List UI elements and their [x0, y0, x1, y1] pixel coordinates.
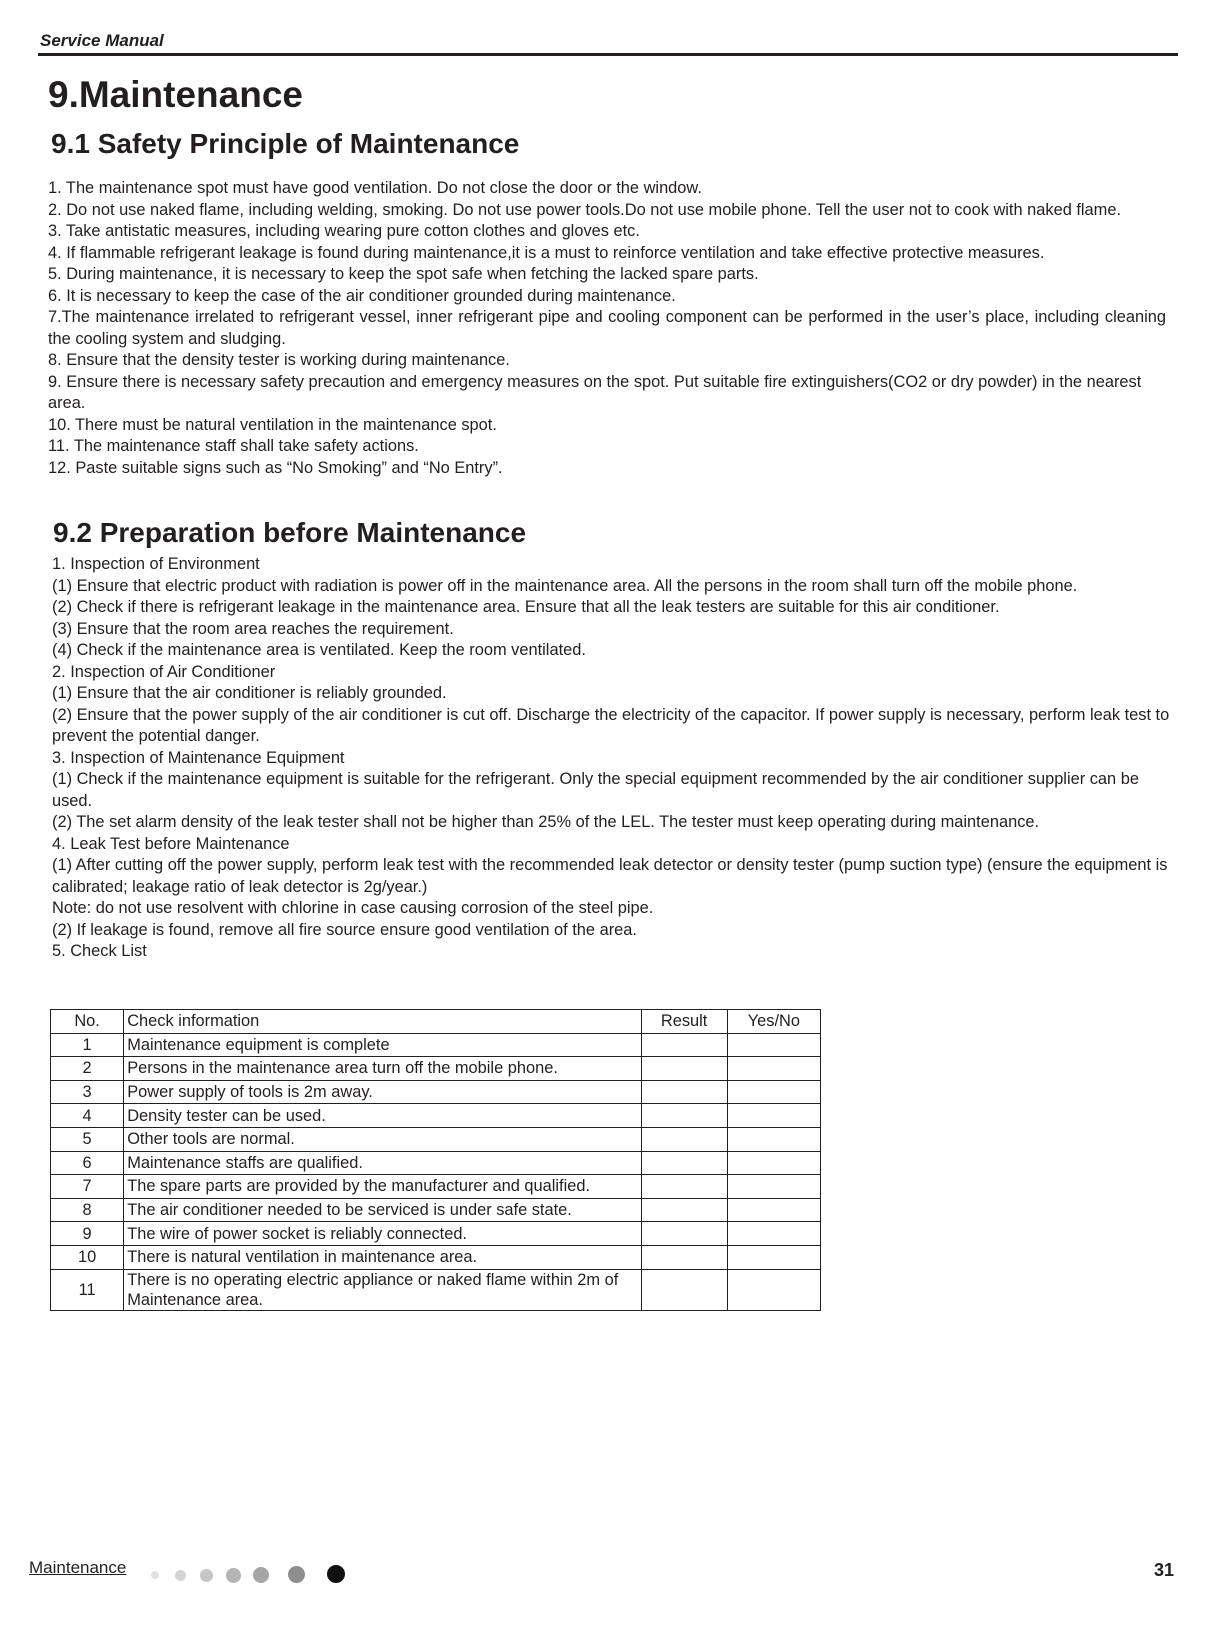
footer-dot-icon: [288, 1566, 305, 1583]
section-title-preparation: 9.2 Preparation before Maintenance: [53, 517, 527, 548]
row-number: 7: [51, 1175, 124, 1199]
footer-label: Maintenance: [29, 1558, 127, 1577]
row-number: 6: [51, 1151, 124, 1175]
table-row: [51, 1057, 821, 1081]
row-number: 8: [51, 1198, 124, 1222]
table-row: [51, 1269, 821, 1310]
preparation-line: 4. Leak Test before Maintenance: [52, 834, 290, 853]
preparation-line: (2) Check if there is refrigerant leakage in the maintenance area. Ensure that all the leak testers are suitable for this air conditioner.: [52, 598, 1000, 616]
row-result-cell: [641, 1057, 727, 1081]
footer-dot-icon: [327, 1565, 345, 1583]
safety-item: 6. It is necessary to keep the case of the air conditioner grounded during maintenance.: [48, 286, 676, 305]
row-result-cell: [641, 1198, 727, 1222]
footer-dot-icon: [151, 1571, 159, 1579]
preparation-line: (2) The set alarm density of the leak tester shall not be higher than 25% of the LEL. The tester must keep operating during maintenance.: [52, 813, 1040, 831]
chapter-title: 9.Maintenance: [48, 74, 303, 115]
table-row: [51, 1222, 821, 1246]
header-no: No.: [51, 1010, 124, 1034]
footer-dot-icon: [200, 1569, 213, 1582]
row-result-cell: [641, 1104, 727, 1128]
footer-dot-icon: [253, 1567, 269, 1583]
table-row: [51, 1033, 821, 1057]
footer-dot-icon: [226, 1568, 241, 1583]
section-title-safety: 9.1 Safety Principle of Maintenance: [51, 128, 520, 159]
row-yes-no-cell: [727, 1269, 820, 1310]
safety-item: 3. Take antistatic measures, including wearing pure cotton clothes and gloves etc.: [48, 222, 640, 240]
row-result-cell: [641, 1127, 727, 1151]
header-result: Result: [641, 1010, 727, 1034]
table-row: [51, 1245, 821, 1269]
row-number: 2: [51, 1057, 124, 1081]
row-result-cell: [641, 1175, 727, 1199]
row-check-information: Maintenance equipment is complete: [124, 1033, 641, 1057]
row-number: 9: [51, 1222, 124, 1246]
safety-item: 1. The maintenance spot must have good ventilation. Do not close the door or the window.: [48, 179, 702, 197]
table-row: [51, 1080, 821, 1104]
row-check-information: There is no operating electric appliance or naked flame within 2m of Maintenance area.: [124, 1269, 641, 1310]
row-yes-no-cell: [727, 1222, 820, 1246]
row-yes-no-cell: [727, 1245, 820, 1269]
row-number: 4: [51, 1104, 124, 1128]
preparation-line: (1) After cutting off the power supply, perform leak test with the recommended leak detector or density tester (pump suction type) (ensure the equipment is calibrated; leakage ratio of leak detector is 2g/year.): [52, 856, 1168, 896]
header-label: Service Manual: [40, 31, 164, 50]
row-check-information: Density tester can be used.: [124, 1104, 641, 1128]
row-result-cell: [641, 1151, 727, 1175]
row-number: 11: [51, 1269, 124, 1310]
safety-item: 10. There must be natural ventilation in the maintenance spot.: [48, 415, 497, 434]
row-result-cell: [641, 1269, 727, 1310]
row-number: 3: [51, 1080, 124, 1104]
safety-item: 5. During maintenance, it is necessary to keep the spot safe when fetching the lacked spare parts.: [48, 265, 759, 283]
row-check-information: There is natural ventilation in maintenance area.: [124, 1245, 641, 1269]
row-yes-no-cell: [727, 1175, 820, 1199]
preparation-line: 5. Check List: [52, 942, 147, 960]
row-yes-no-cell: [727, 1151, 820, 1175]
row-check-information: Other tools are normal.: [124, 1127, 641, 1151]
preparation-line: (4) Check if the maintenance area is ventilated. Keep the room ventilated.: [52, 641, 586, 659]
safety-item: 12. Paste suitable signs such as “No Smoking” and “No Entry”.: [48, 458, 503, 477]
preparation-line: (2) Ensure that the power supply of the air conditioner is cut off. Discharge the electricity of the capacitor. If power supply is necessary, perform leak test to prevent the potential danger.: [52, 705, 1170, 745]
row-check-information: The air conditioner needed to be serviced is under safe state.: [124, 1198, 641, 1222]
table-header-row: [51, 1010, 821, 1034]
preparation-line: 2. Inspection of Air Conditioner: [52, 662, 276, 681]
safety-item: 9. Ensure there is necessary safety precaution and emergency measures on the spot. Put suitable fire extinguishers(CO2 or dry powder) in the nearest area.: [48, 372, 1142, 412]
preparation-line: 3. Inspection of Maintenance Equipment: [52, 748, 345, 767]
preparation-line: (2) If leakage is found, remove all fire source ensure good ventilation of the area.: [52, 920, 637, 939]
row-result-cell: [641, 1245, 727, 1269]
preparation-line: (1) Ensure that electric product with radiation is power off in the maintenance area. All the persons in the room shall turn off the mobile phone.: [52, 576, 1078, 595]
preparation-line: (1) Ensure that the air conditioner is reliably grounded.: [52, 684, 447, 702]
footer-dot-icon: [175, 1570, 186, 1581]
row-yes-no-cell: [727, 1057, 820, 1081]
page-number: 31: [1153, 1560, 1174, 1580]
row-result-cell: [641, 1033, 727, 1057]
safety-item: 7.The maintenance irrelated to refrigerant vessel, inner refrigerant pipe and cooling component can be performed in the user’s place, including cleaning the cooling system and sludging.: [48, 308, 1166, 348]
safety-items: [48, 178, 1166, 479]
table-row: [51, 1151, 821, 1175]
table-row: [51, 1104, 821, 1128]
row-result-cell: [641, 1080, 727, 1104]
row-yes-no-cell: [727, 1104, 820, 1128]
row-check-information: Persons in the maintenance area turn off the mobile phone.: [124, 1057, 641, 1081]
header-yes-no: Yes/No: [727, 1010, 820, 1034]
row-yes-no-cell: [727, 1127, 820, 1151]
preparation-line: Note: do not use resolvent with chlorine in case causing corrosion of the steel pipe.: [52, 899, 654, 917]
preparation-line: 1. Inspection of Environment: [52, 555, 260, 573]
row-check-information: The wire of power socket is reliably connected.: [124, 1222, 641, 1246]
preparation-line: (3) Ensure that the room area reaches the requirement.: [52, 619, 454, 638]
row-number: 1: [51, 1033, 124, 1057]
header-check-information: Check information: [124, 1010, 641, 1034]
table-row: [51, 1175, 821, 1199]
row-yes-no-cell: [727, 1080, 820, 1104]
header-rule: [38, 53, 1178, 56]
row-check-information: Power supply of tools is 2m away.: [124, 1080, 641, 1104]
row-check-information: The spare parts are provided by the manufacturer and qualified.: [124, 1175, 641, 1199]
safety-item: 8. Ensure that the density tester is working during maintenance.: [48, 351, 510, 369]
row-yes-no-cell: [727, 1198, 820, 1222]
preparation-lines: [52, 554, 1170, 963]
table-row: [51, 1127, 821, 1151]
row-check-information: Maintenance staffs are qualified.: [124, 1151, 641, 1175]
safety-item: 11. The maintenance staff shall take safety actions.: [48, 437, 419, 455]
row-number: 5: [51, 1127, 124, 1151]
check-list-table: [50, 1009, 821, 1311]
table-row: [51, 1198, 821, 1222]
safety-item: 2. Do not use naked flame, including welding, smoking. Do not use power tools.Do not use mobile phone. Tell the user not to cook with naked flame.: [48, 200, 1121, 219]
row-yes-no-cell: [727, 1033, 820, 1057]
safety-item: 4. If flammable refrigerant leakage is found during maintenance,it is a must to reinforce ventilation and take effective protective measures.: [48, 243, 1045, 262]
row-number: 10: [51, 1245, 124, 1269]
row-result-cell: [641, 1222, 727, 1246]
preparation-line: (1) Check if the maintenance equipment is suitable for the refrigerant. Only the special equipment recommended by the air conditioner supplier can be used.: [52, 770, 1139, 810]
